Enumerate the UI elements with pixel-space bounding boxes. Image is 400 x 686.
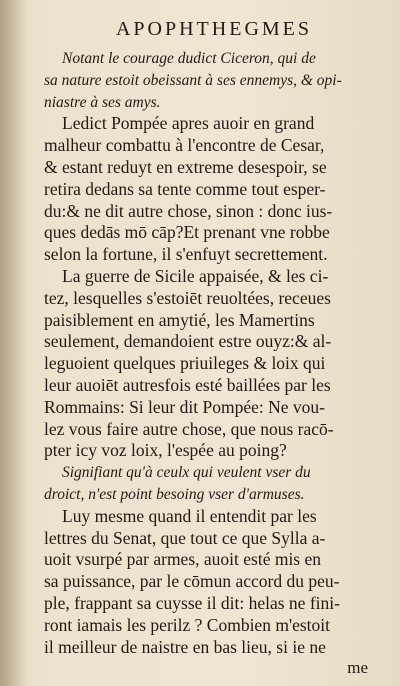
- text-line: Rommains: Si leur dit Pompée: Ne vou-: [44, 396, 325, 417]
- spine-shadow: [0, 0, 30, 686]
- running-header: APOPHTHEGMES: [115, 18, 313, 40]
- text-line: & estant reduyt en extreme desespoir, se: [44, 156, 327, 177]
- text-line: droict, n'est point besoing vser d'armuses.: [44, 485, 305, 503]
- text-line: leur auoiēt autresfois esté baillées par les: [44, 374, 331, 395]
- text-line: ront iamais les perilz ? Combien m'estoit: [44, 614, 331, 635]
- text-line: ple, frappant sa cuysse il dit: helas ne fini-: [44, 592, 340, 613]
- text-line: leguoient quelques priuileges & loix qui: [44, 353, 326, 374]
- text-line: uoit vsurpé par armes, auoit esté mis en: [44, 549, 322, 570]
- paragraph-4: [44, 462, 384, 506]
- text-line: paisiblement en amytié, les Mamertins: [44, 309, 315, 330]
- text-line: Notant le courage dudict Ciceron, qui de: [62, 50, 316, 67]
- paragraph-3: [44, 266, 384, 462]
- text-line: Luy mesme quand il entendit par les: [62, 505, 317, 526]
- text-line: Ledict Pompée apres auoir en grand: [62, 113, 315, 134]
- paragraph-5: [44, 506, 384, 659]
- text-line: sa puissance, par le cōmun accord du peu-: [44, 571, 340, 592]
- paragraph-1: [44, 48, 384, 113]
- text-line: selon la fortune, il s'enfuyt secrettement.: [44, 244, 328, 265]
- text-line: pter icy voz loix, l'espée au poing?: [44, 440, 287, 461]
- paragraph-2: [44, 113, 384, 266]
- text-line: sa nature estoit obeissant à ses ennemys, & opi-: [44, 71, 342, 89]
- text-line: seulement, demandoient estre ouyz:& al-: [44, 331, 332, 352]
- text-line: malheur combattu à l'encontre de Cesar,: [44, 135, 325, 156]
- text-line: ques dedās mō cāp?Et prenant vne robbe: [44, 222, 330, 243]
- text-line: du:& ne dit autre chose, sinon : donc ius-: [44, 200, 333, 221]
- text-line: lettres du Senat, que tout ce que Sylla a-: [44, 527, 326, 548]
- text-line: retira dedans sa tente comme tout esper-: [44, 178, 326, 199]
- text-line: tez, lesquelles s'estoiēt reuoltées, receues: [44, 287, 331, 308]
- catchword: me: [347, 658, 368, 677]
- text-line: Signifiant qu'à ceulx qui veulent vser du: [62, 464, 311, 482]
- text-line: il meilleur de naistre en bas lieu, si ie ne: [44, 636, 326, 657]
- text-line: lez vous faire autre chose, que nous racō-: [44, 418, 334, 439]
- text-line: niastre à ses amys.: [44, 93, 161, 111]
- text-line: La guerre de Sicile appaisée, & les ci-: [62, 265, 329, 286]
